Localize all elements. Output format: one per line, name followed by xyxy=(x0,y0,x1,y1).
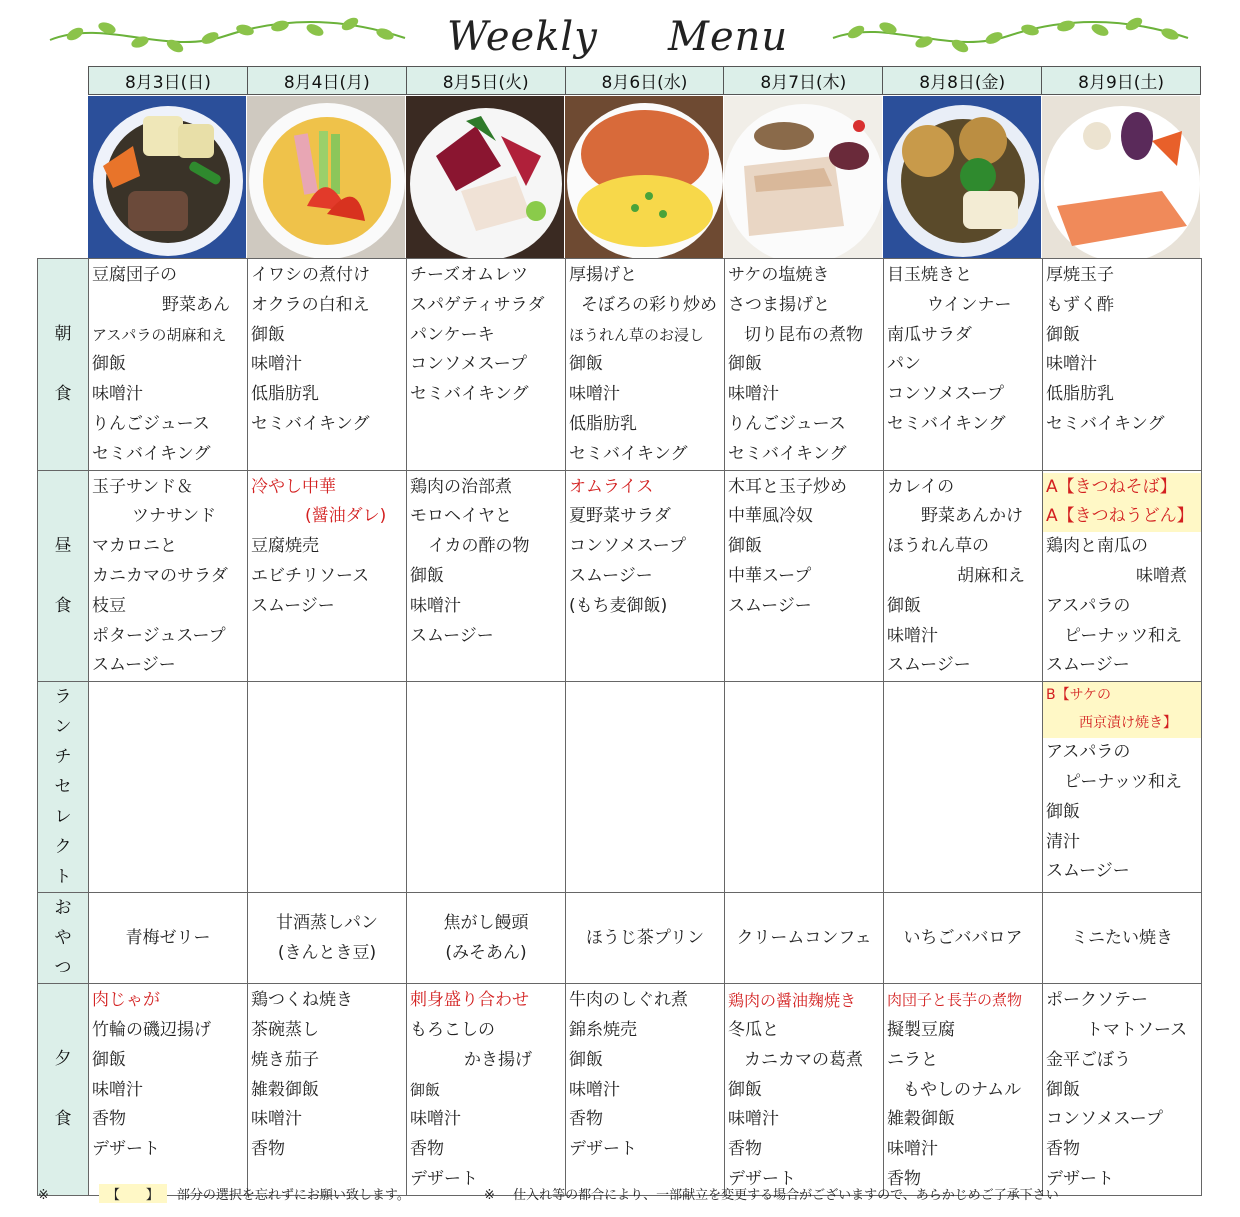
food-photo-grilled-salmon xyxy=(1042,96,1201,258)
snack-cell: 青梅ゼリー xyxy=(89,893,248,984)
date-cell: 8月7日(木) xyxy=(724,67,883,94)
choice-a-soba: A【きつねそば】 xyxy=(1043,473,1201,503)
choice-a-udon: A【きつねうどん】 xyxy=(1043,502,1201,532)
date-header xyxy=(88,66,1201,95)
food-photos xyxy=(88,96,1201,258)
food-photo-nikujaga xyxy=(88,96,247,258)
menu-cell: 木耳と玉子炒め 中華風冷奴 御飯 中華スープ スムージー xyxy=(725,470,884,682)
menu-cell: 鶏肉の醤油麹焼き 冬瓜と カニカマの葛煮 御飯 味噌汁 香物 デザート xyxy=(725,984,884,1196)
menu-cell: 厚揚げと そぼろの彩り炒め ほうれん草のお浸し 御飯 味噌汁 低脂肪乳 セミバイキング xyxy=(566,259,725,471)
date-cell: 8月9日(土) xyxy=(1078,73,1165,93)
date-cell: 8月5日(火) xyxy=(407,67,566,94)
row-label-dinner: 夕 食 xyxy=(38,984,89,1196)
menu-cell: 玉子サンド＆ ツナサンド マカロニと カニカマのサラダ 枝豆 ポタージュスープ スムージー xyxy=(89,470,248,682)
row-snack xyxy=(38,893,1202,984)
snack-cell: 甘酒蒸しパン (きんとき豆) xyxy=(248,893,407,984)
row-label-snack: お や つ xyxy=(38,893,89,984)
menu-cell: 鶏つくね焼き 茶碗蒸し 焼き茄子 雑穀御飯 味噌汁 香物 xyxy=(248,984,407,1196)
menu-cell: 目玉焼きと ウインナー 南瓜サラダ パン コンソメスープ セミバイキング xyxy=(884,259,1043,471)
snack-cell: ほうじ茶プリン xyxy=(566,893,725,984)
menu-cell: チーズオムレツ スパゲティサラダ パンケーキ コンソメスープ セミバイキング xyxy=(407,259,566,471)
title-menu: Menu xyxy=(668,14,789,60)
title-weekly: Weekly xyxy=(447,14,598,60)
menu-cell xyxy=(89,682,248,893)
date-cell: 8月4日(月) xyxy=(248,67,407,94)
row-dinner xyxy=(38,984,1202,1196)
date-cell: 8月6日(水) xyxy=(566,67,725,94)
menu-cell: イワシの煮付け オクラの白和え 御飯 味噌汁 低脂肪乳 セミバイキング xyxy=(248,259,407,471)
food-photo-meatballs xyxy=(883,96,1042,258)
food-photo-hiyashi-chuka xyxy=(247,96,406,258)
menu-cell xyxy=(248,682,407,893)
date-cell: 8月3日(日) xyxy=(89,67,248,94)
food-photo-salmon xyxy=(724,96,883,258)
snack-cell: いちごババロア xyxy=(884,893,1043,984)
choice-b-salmon: B【サケの xyxy=(1043,682,1201,708)
right-vine-decoration xyxy=(828,8,1193,58)
row-breakfast xyxy=(38,259,1202,471)
food-photo-sashimi xyxy=(406,96,565,258)
menu-cell: カレイの 野菜あんかけ ほうれん草の 胡麻和え 御飯 味噌汁 スムージー xyxy=(884,470,1043,682)
menu-cell: 厚焼玉子 もずく酢 御飯 味噌汁 低脂肪乳 セミバイキング xyxy=(1043,259,1202,471)
menu-cell: 肉団子と長芋の煮物 擬製豆腐 ニラと もやしのナムル 雑穀御飯 味噌汁 香物 xyxy=(884,984,1043,1196)
menu-cell: 冷やし中華 (醤油ダレ) 豆腐焼売 エビチリソース スムージー xyxy=(248,470,407,682)
menu-cell: 肉じゃが 竹輪の磯辺揚げ 御飯 味噌汁 香物 デザート xyxy=(89,984,248,1196)
left-vine-decoration xyxy=(45,8,410,58)
snack-cell: 焦がし饅頭 (みそあん) xyxy=(407,893,566,984)
menu-cell xyxy=(407,682,566,893)
snack-cell: ミニたい焼き xyxy=(1043,893,1202,984)
food-photo-omurice xyxy=(565,96,724,258)
menu-cell: サケの塩焼き さつま揚げと 切り昆布の煮物 御飯 味噌汁 りんごジュース セミバイキング xyxy=(725,259,884,471)
menu-cell xyxy=(566,682,725,893)
menu-cell xyxy=(725,682,884,893)
menu-cell: B【サケの 西京漬け焼き】 アスパラの ピーナッツ和え 御飯 清汁 スムージー xyxy=(1043,682,1202,893)
menu-cell: A【きつねそば】 A【きつねうどん】 鶏肉と南瓜の 味噌煮 アスパラの ピーナッツ和え スムージー xyxy=(1043,470,1202,682)
selection-marker: 【 】 xyxy=(99,1184,167,1203)
row-label-breakfast: 朝 食 xyxy=(38,259,89,471)
menu-cell: オムライス 夏野菜サラダ コンソメスープ スムージー (もち麦御飯) xyxy=(566,470,725,682)
footer-note: ※ 【 】 部分の選択を忘れずにお願い致します。 ※ 仕入れ等の都合により、一部献立を変更する場合がございますので、あらかじめご了承下さい xyxy=(38,1184,1059,1203)
menu-cell: 刺身盛り合わせ もろこしの かき揚げ 御飯 味噌汁 香物 デザート xyxy=(407,984,566,1196)
menu-cell: 鶏肉の治部煮 モロヘイヤと イカの酢の物 御飯 味噌汁 スムージー xyxy=(407,470,566,682)
snack-cell: クリームコンフェ xyxy=(725,893,884,984)
row-lunch xyxy=(38,470,1202,682)
menu-table xyxy=(37,258,1202,1196)
row-label-lunch-select: ラ ン チ セ レ ク ト xyxy=(38,682,89,893)
row-lunch-select xyxy=(38,682,1202,893)
menu-cell xyxy=(884,682,1043,893)
menu-cell: 牛肉のしぐれ煮 錦糸焼売 御飯 味噌汁 香物 デザート xyxy=(566,984,725,1196)
menu-cell: ポークソテー トマトソース 金平ごぼう 御飯 コンソメスープ 香物 デザート xyxy=(1043,984,1202,1196)
date-cell: 8月8日(金) xyxy=(883,67,1042,94)
row-label-lunch: 昼 食 xyxy=(38,470,89,682)
choice-b-salmon-2: 西京漬け焼き】 xyxy=(1043,708,1201,738)
menu-cell: 豆腐団子の 野菜あん アスパラの胡麻和え 御飯 味噌汁 りんごジュース セミバイキング xyxy=(89,259,248,471)
